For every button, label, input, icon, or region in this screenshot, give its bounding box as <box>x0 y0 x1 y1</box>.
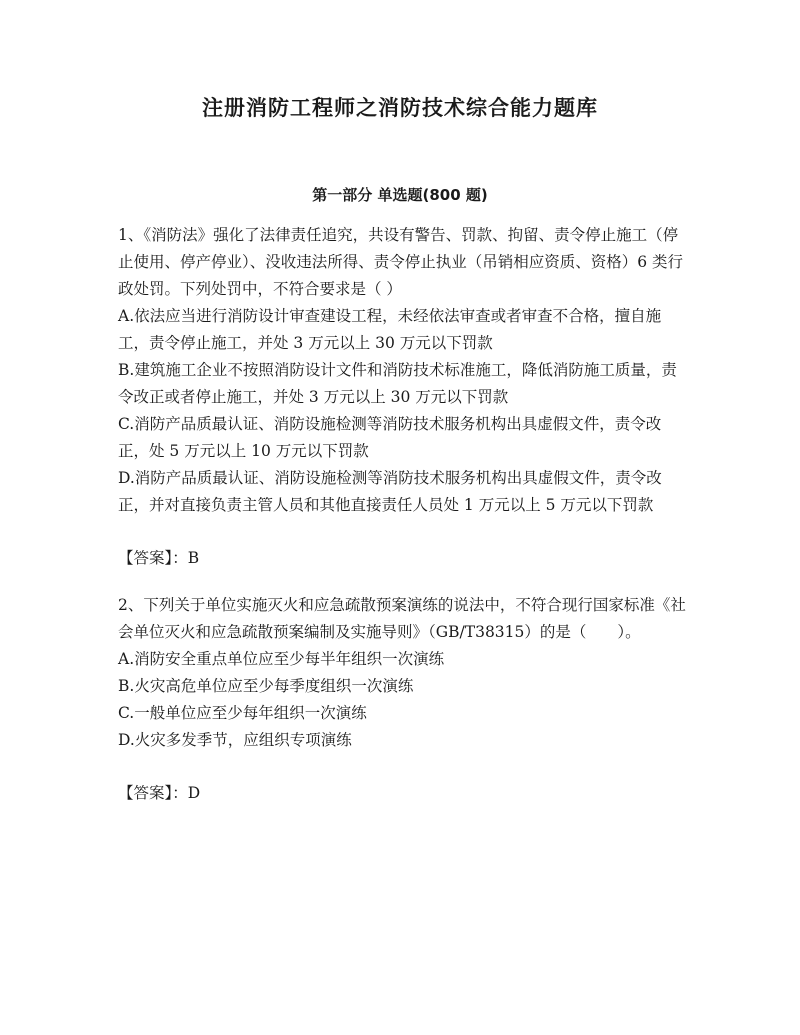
option-d: D.火灾多发季节，应组织专项演练 <box>118 731 352 749</box>
question-list <box>118 222 688 807</box>
question-1 <box>118 222 688 592</box>
answer-line <box>118 780 688 807</box>
option-c: C.消防产品质最认证、消防设施检测等消防技术服务机构出具虚假文件，责令改正，处 5 万元以上 10 万元以下罚款 <box>118 415 662 460</box>
question-stem: 2、下列关于单位实施灭火和应急疏散预案演练的说法中，不符合现行国家标准《社会单位灭火和应急疏散预案编制及实施导则》（GB/T38315）的是（ ）。 <box>118 596 686 641</box>
answer-label: 【答案】 <box>118 784 173 802</box>
answer-value: ：D <box>172 784 201 802</box>
answer-label: 【答案】 <box>118 549 173 567</box>
question-stem: 1、《消防法》强化了法律责任追究，共设有警告、罚款、拘留、责令停止施工（停止使用、停产停业）、没收违法所得、责令停止执业（吊销相应资质、资格）6 类行政处罚。下列处罚中，不符合要求是（ ） <box>118 226 684 298</box>
option-d: D.消防产品质最认证、消防设施检测等消防技术服务机构出具虚假文件，责令改正，并对直接负责主管人员和其他直接责任人员处 1 万元以上 5 万元以下罚款 <box>118 469 662 514</box>
document-title: 注册消防工程师之消防技术综合能力题库 <box>202 96 598 120</box>
section-title: 第一部分 单选题(800 题) <box>312 186 488 204</box>
option-c: C.一般单位应至少每年组织一次演练 <box>118 704 367 722</box>
question-2 <box>118 592 688 807</box>
option-a: A.依法应当进行消防设计审查建设工程，未经依法审查或者审查不合格，擅自施工，责令停止施工，并处 3 万元以上 30 万元以下罚款 <box>118 307 662 352</box>
answer-line <box>118 545 688 572</box>
option-a: A.消防安全重点单位应至少每半年组织一次演练 <box>118 650 445 668</box>
option-b: B.建筑施工企业不按照消防设计文件和消防技术标准施工，降低消防施工质量，责令改正或者停止施工，并处 3 万元以上 30 万元以下罚款 <box>118 361 677 406</box>
option-b: B.火灾高危单位应至少每季度组织一次演练 <box>118 677 414 695</box>
answer-value: ：B <box>172 549 200 567</box>
